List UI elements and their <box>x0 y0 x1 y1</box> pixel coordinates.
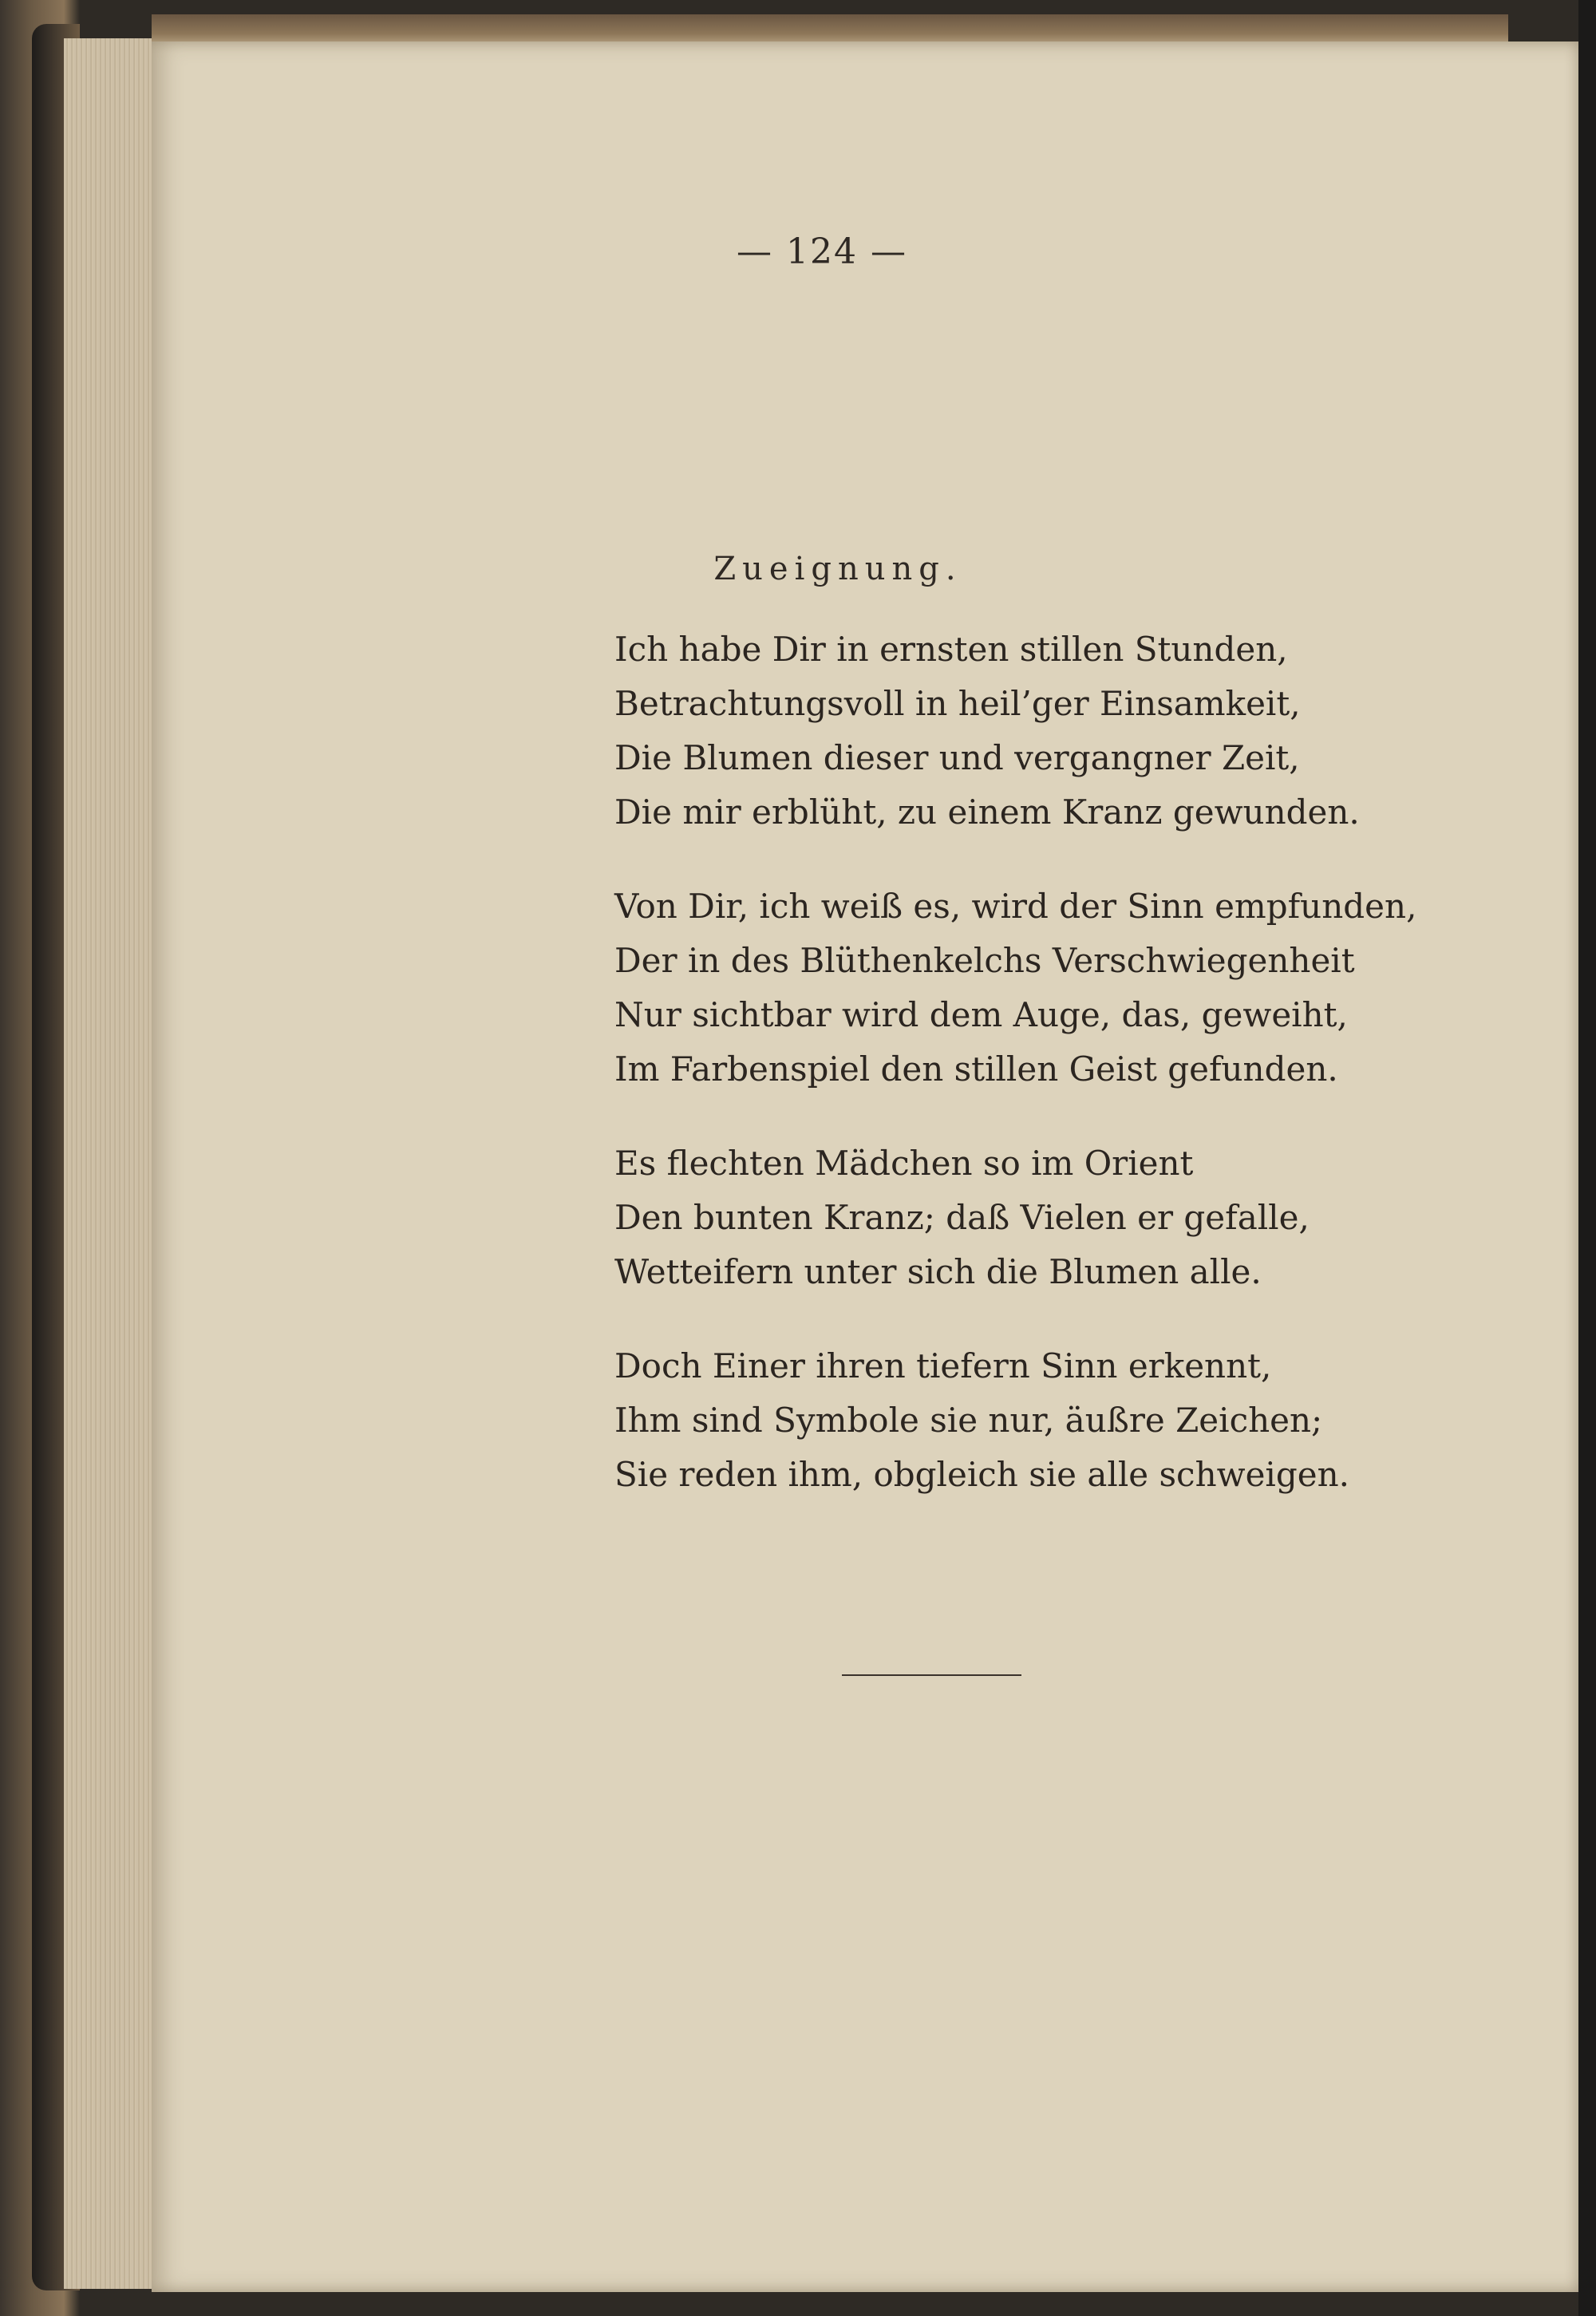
poem-line: Den bunten Kranz; daß Vielen er gefalle, <box>614 1198 1310 1237</box>
poem-line: Doch Einer ihren tiefern Sinn erkennt, <box>614 1346 1272 1385</box>
stanza-2 <box>614 879 1492 1097</box>
poem-line: Wetteifern unter sich die Blumen alle. <box>614 1252 1262 1291</box>
poem-line: Betrachtungsvoll in heil’ger Einsamkeit, <box>614 684 1301 723</box>
poem-line: Im Farbenspiel den stillen Geist gefunden. <box>614 1049 1338 1089</box>
poem-line: Von Dir, ich weiß es, wird der Sinn empfunden, <box>614 887 1417 926</box>
poem-line: Ihm sind Symbole sie nur, äußre Zeichen; <box>614 1401 1323 1440</box>
stanza-4 <box>614 1339 1492 1502</box>
end-rule <box>842 1674 1021 1676</box>
poem-body <box>614 622 1492 1542</box>
stanza-1 <box>614 622 1492 840</box>
poem-title: Zueignung. <box>713 551 962 587</box>
poem-line: Ich habe Dir in ernsten stillen Stunden, <box>614 630 1288 669</box>
poem-line: Nur sichtbar wird dem Auge, das, geweiht, <box>614 995 1348 1034</box>
page-number: — 124 — <box>737 231 907 272</box>
page-stack <box>64 38 160 2289</box>
poem-line: Der in des Blüthenkelchs Verschwiegenheit <box>614 941 1355 980</box>
poem-line: Die mir erblüht, zu einem Kranz gewunden. <box>614 792 1360 832</box>
poem-line: Sie reden ihm, obgleich sie alle schweigen. <box>614 1455 1350 1494</box>
stanza-3 <box>614 1136 1492 1299</box>
poem-line: Die Blumen dieser und vergangner Zeit, <box>614 738 1300 777</box>
poem-line: Es flechten Mädchen so im Orient <box>614 1144 1194 1183</box>
scan-border <box>1578 0 1596 2316</box>
